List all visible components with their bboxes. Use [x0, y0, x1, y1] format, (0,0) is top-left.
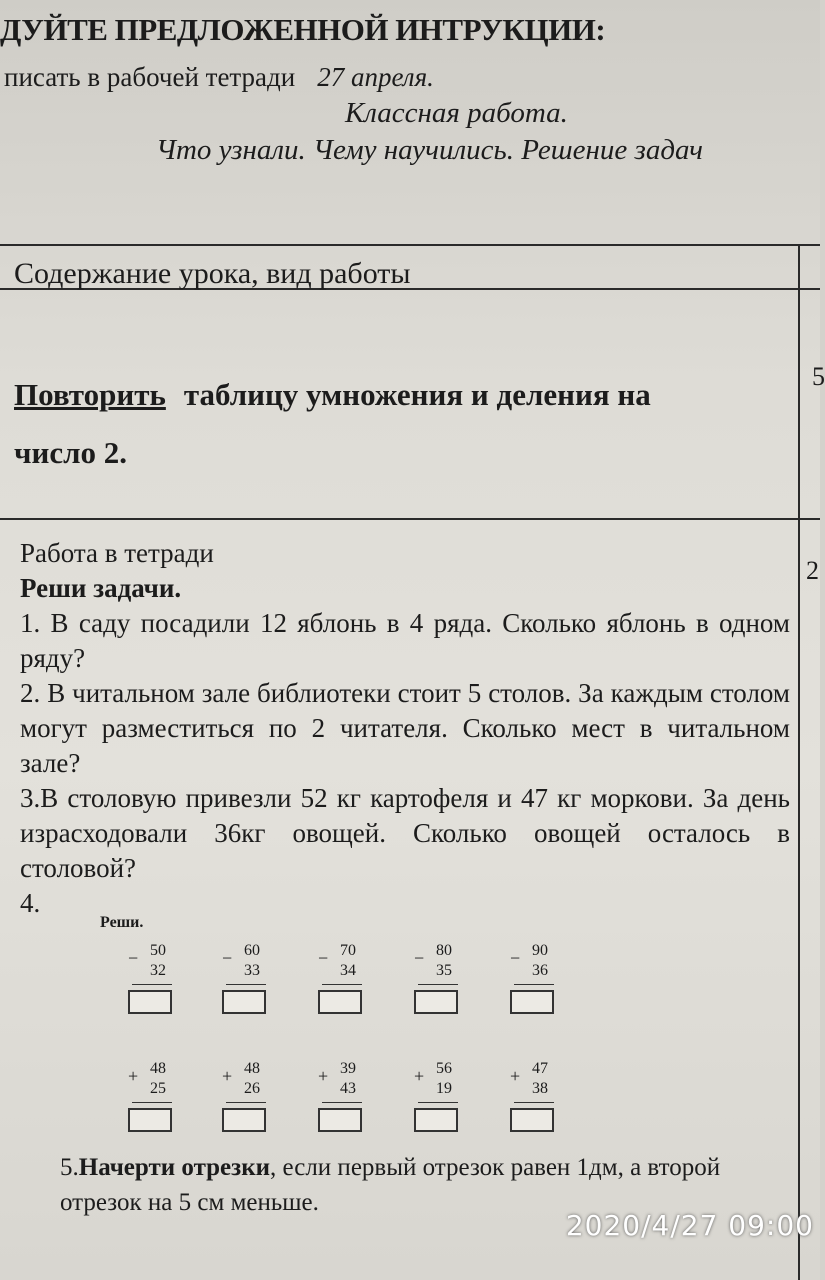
problem-2: 2. В читальном зале библиотеки стоит 5 столов. За каждым столом могут разместиться по 2 читателя. Сколько мест в читальном зале?	[20, 678, 790, 778]
answer-box	[510, 990, 554, 1014]
answer-box	[414, 990, 458, 1014]
minuend-or-addend: 60	[244, 942, 260, 959]
classwork-label: Классная работа.	[345, 97, 568, 129]
result-line	[322, 1102, 362, 1103]
subtraction-sign: −	[318, 948, 329, 968]
problem-5-text: , если первый отрезок равен 1дм, а второй отрезок на 5 см меньше.	[60, 1154, 721, 1216]
problem-5-number: 5.	[60, 1154, 79, 1181]
result-line	[132, 984, 172, 985]
side-mark-2: 2	[806, 556, 819, 585]
addition-example	[318, 1060, 362, 1140]
answer-box	[222, 990, 266, 1014]
addition-example	[414, 1060, 458, 1140]
notebook-instruction: писать в рабочей тетради	[4, 62, 296, 92]
task-heading: Реши задачи.	[20, 573, 182, 603]
subtrahend-or-addend: 34	[340, 962, 356, 979]
result-line	[418, 1102, 458, 1103]
result-line	[226, 1102, 266, 1103]
subtrahend-or-addend: 38	[532, 1080, 548, 1097]
subtrahend-or-addend: 36	[532, 962, 548, 979]
subtraction-sign: −	[222, 948, 233, 968]
subtrahend-or-addend: 43	[340, 1080, 356, 1097]
subtraction-sign: −	[128, 948, 139, 968]
solve-label: Реши.	[100, 914, 144, 931]
answer-box	[128, 1108, 172, 1132]
work-heading: Работа в тетради	[20, 538, 214, 568]
result-line	[226, 984, 266, 985]
subtraction-example	[510, 942, 554, 1022]
minuend-or-addend: 48	[244, 1060, 260, 1077]
repeat-text-line1: таблицу умножения и деления на	[183, 377, 651, 412]
minuend-or-addend: 48	[150, 1060, 166, 1077]
subtrahend-or-addend: 25	[150, 1080, 166, 1097]
column-header: Содержание урока, вид работы	[14, 257, 411, 290]
subtraction-sign: −	[510, 948, 521, 968]
problem-4-label: 4.	[20, 888, 41, 918]
result-line	[514, 984, 554, 985]
subtraction-sign: −	[414, 948, 425, 968]
subtrahend-or-addend: 35	[436, 962, 452, 979]
instruction-heading: ДУЙТЕ ПРЕДЛОЖЕННОЙ ИНТРУКЦИИ:	[0, 12, 606, 47]
result-line	[322, 984, 362, 985]
table-column-divider	[798, 244, 800, 1280]
repeat-text-line2: число 2.	[14, 435, 127, 470]
lesson-date: 27 апреля.	[317, 62, 434, 92]
workbook-section	[20, 536, 790, 921]
photo-timestamp: 2020/4/27 09:00	[565, 1209, 814, 1242]
problem-5-bold: Начерти отрезки	[78, 1154, 271, 1181]
result-line	[132, 1102, 172, 1103]
minuend-or-addend: 39	[340, 1060, 356, 1077]
answer-box	[318, 1108, 362, 1132]
minuend-or-addend: 90	[532, 942, 548, 959]
notebook-line	[4, 62, 434, 93]
subtrahend-or-addend: 32	[150, 962, 166, 979]
table-row-border	[0, 518, 820, 520]
subtraction-example	[318, 942, 362, 1022]
subtrahend-or-addend: 26	[244, 1080, 260, 1097]
result-line	[514, 1102, 554, 1103]
table-top-border	[0, 244, 820, 246]
addition-sign: +	[128, 1066, 139, 1086]
lesson-topic: Что узнали. Чему научились. Решение задач	[156, 134, 703, 166]
addition-example	[510, 1060, 554, 1140]
addition-sign: +	[414, 1066, 425, 1086]
answer-box	[222, 1108, 266, 1132]
side-mark-1: 5	[812, 362, 825, 391]
subtrahend-or-addend: 19	[436, 1080, 452, 1097]
answer-box	[318, 990, 362, 1014]
subtrahend-or-addend: 33	[244, 962, 260, 979]
minuend-or-addend: 50	[150, 942, 166, 959]
answer-box	[128, 990, 172, 1014]
addition-sign: +	[222, 1066, 233, 1086]
subtraction-example	[414, 942, 458, 1022]
repeat-task	[14, 366, 774, 482]
minuend-or-addend: 56	[436, 1060, 452, 1077]
addition-example	[128, 1060, 172, 1140]
minuend-or-addend: 70	[340, 942, 356, 959]
addition-example	[222, 1060, 266, 1140]
problem-1: 1. В саду посадили 12 яблонь в 4 ряда. Сколько яблонь в одном ряду?	[20, 608, 790, 673]
subtraction-example	[128, 942, 172, 1022]
addition-sign: +	[318, 1066, 329, 1086]
addition-sign: +	[510, 1066, 521, 1086]
minuend-or-addend: 80	[436, 942, 452, 959]
subtraction-example	[222, 942, 266, 1022]
repeat-keyword: Повторить	[14, 377, 166, 412]
minuend-or-addend: 47	[532, 1060, 548, 1077]
answer-box	[510, 1108, 554, 1132]
problem-3: 3.В столовую привезли 52 кг картофеля и 47 кг моркови. За день израсходовали 36кг овощей. Сколько овощей осталось в столовой?	[20, 783, 790, 883]
answer-box	[414, 1108, 458, 1132]
result-line	[418, 984, 458, 985]
